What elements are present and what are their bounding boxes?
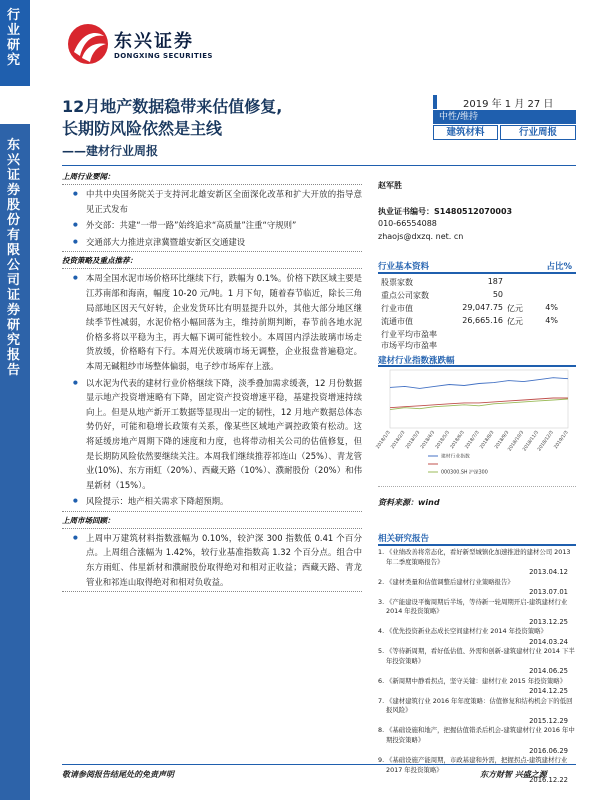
industry-row-label: 流通市值 [381, 317, 413, 326]
analyst-phone: 010-66554088 [378, 219, 437, 228]
related-report-title: 《业绩改善将常态化，看好新型城镇化加速推进的建材公司 2013 年二季度策略报告》 [386, 548, 571, 566]
related-report-item[interactable] [378, 598, 576, 617]
related-report-number: 7. [378, 696, 385, 705]
related-report-title: 《新周期中静看拐点，坚守关键：建材行业 2015 年投资策略》 [386, 676, 567, 685]
strip-bottom-text: 东兴证券股份有限公司证券研究报告 [7, 138, 21, 378]
market-bullet: ● 上周申万建筑材料指数涨幅为 0.10%，较沪深 300 指数低 0.41 个百分点。上周组合涨幅为 1.42%，较行业基准指数高 1.32 个百分点。组合中东方雨虹、伟星新材和濮耐股份取得绝对和相对正收益；西藏天路、青龙管业和祁连山取得绝对和相对负收益。 [62, 531, 362, 589]
related-report-date: 2013.12.25 [529, 617, 568, 626]
related-report-item[interactable] [378, 677, 576, 687]
logo-en: DONGXING SECURITIES [114, 52, 213, 60]
related-report-item[interactable] [378, 697, 576, 716]
x-tick-label: 2018/9/3 [494, 430, 511, 451]
x-tick-label: 2018/10/3 [507, 430, 526, 453]
x-tick-label: 2018/2/3 [390, 430, 407, 451]
industry-row-value: 26,665.16 [462, 316, 503, 325]
logo-cn: 东兴证券 [114, 31, 194, 52]
footer-slogan: 东方财智 兴盛之源 [480, 770, 547, 779]
title-block [62, 96, 402, 159]
strip-top [0, 0, 30, 86]
x-tick-label: 2018/5/3 [435, 430, 451, 451]
top-rule [62, 165, 576, 166]
industry-heading [378, 260, 576, 274]
news-bullet: ● 交通部大力推进京津冀暨雄安新区交通建设 [62, 235, 362, 250]
strip-top-text: 行业研究 [7, 8, 21, 68]
section-market [62, 528, 362, 592]
industry-row-value: 29,047.75 [462, 303, 503, 312]
industry-row [378, 316, 576, 328]
related-report-title: 《建材建筑行业 2016 年年度策略：估值修复和结构机会下的低回报风险》 [386, 696, 573, 715]
rating-badge: 中性/维持 [433, 110, 576, 124]
related-report-item[interactable] [378, 627, 576, 637]
industry-row-label: 重点公司家数 [381, 291, 429, 300]
related-report-date: 2014.12.25 [529, 687, 568, 696]
chart-title: 建材行业指数涨跌幅 [378, 354, 576, 367]
strategy-bullet: ● 风险提示：地产相关需求下降超预期。 [62, 494, 362, 509]
related-list [378, 548, 576, 786]
x-tick-label: 2018/11/3 [522, 430, 540, 453]
related-report-date: 2016.12.22 [529, 776, 568, 785]
industry-row-unit: 亿元 [507, 317, 523, 326]
section-heading-strategy: 投资策略及重点推荐： [62, 256, 137, 266]
index-chart [375, 366, 576, 484]
related-report-number: 3. [378, 597, 385, 606]
industry-row-label: 行业市值 [381, 304, 413, 313]
related-report-number: 6. [378, 676, 385, 685]
related-report-number: 1. [378, 548, 385, 556]
industry-heading-label: 行业基本资料 [378, 262, 430, 272]
x-tick-label: 2018/3/3 [405, 430, 422, 451]
related-report-item[interactable] [378, 726, 576, 745]
industry-row [378, 303, 576, 315]
strategy-bullet: ● 本周全国水泥市场价格环比继续下行，跌幅为 0.1%。价格下跌区域主要是江苏南部和海南，幅度 10-20 元/吨。1 月下旬，随着春节临近，除长三角局部地区因天气好转，企业发货环比有明显提升以外，其他大部分地区继续季节性减弱，水泥价格小幅回落为主，维持前期判断，春节前各地水泥价格多将以平稳为主，再大幅下调可能性较小。本周国内浮法玻璃市场走货放缓，价格略有下行。本周光伏玻璃市场无调整，企业报盘普遍稳定。本周无碱粗纱市场整体偏弱，电子纱市场库存上涨。 [62, 271, 362, 373]
analyst-email[interactable]: zhaojs@dxzq. net. cn [378, 232, 464, 241]
related-report-date: 2014.03.24 [529, 637, 568, 646]
main-column [62, 168, 362, 592]
industry-row [378, 277, 576, 289]
related-heading: 相关研究报告 [378, 532, 576, 546]
related-report-item[interactable] [378, 647, 576, 666]
x-tick-label: 2018/8/3 [479, 430, 496, 451]
report-subtitle: ——建材行业周报 [62, 144, 159, 158]
related-report-number: 8. [378, 726, 385, 735]
industry-row-label: 行业平均市盈率 [381, 330, 437, 339]
related-report-date: 2013.04.12 [529, 568, 568, 577]
section-heading-market: 上周市场回顾： [62, 515, 115, 525]
x-tick-label: 2018/7/3 [464, 430, 481, 451]
strip-bottom [0, 124, 30, 800]
section-news [62, 184, 362, 252]
related-report-number: 2. [378, 577, 385, 586]
legend-label-2: 000300.SH 沪深300 [441, 470, 488, 476]
x-tick-label: 2018/12/3 [537, 430, 555, 453]
industry-row [378, 290, 576, 302]
related-report-item[interactable] [378, 578, 576, 588]
related-report-title: 《建材类量和估值调整后建材行业策略报告》 [386, 577, 514, 586]
news-bullet: ● 外交部：共建“一带一路”始终追求“高质量”注重“守规则” [62, 218, 362, 233]
news-bullet: ● 中共中央国务院关于支持河北雄安新区全面深化改革和扩大开放的指导意见正式发布 [62, 187, 362, 216]
industry-row-pct: 4% [545, 303, 558, 312]
related-report-date: 2014.06.25 [529, 667, 568, 676]
related-report-title: 《等待新周期，看好低估值、外需和创新-建筑建材行业 2014 下半年投资策略》 [386, 647, 575, 665]
section-heading-news: 上周行业要闻： [62, 172, 115, 181]
chart-source: 资料来源：wind [378, 498, 440, 507]
related-report-title: 《基础设施产能周期，市政基建和外需，把握拐点-建筑建材行业 2017 年投资策略》 [386, 755, 568, 774]
related-report-number: 5. [378, 647, 385, 656]
industry-row-pct: 4% [545, 316, 558, 325]
related-report-title: 《优先投资新业态成长空间建材行业 2014 年投资策略》 [386, 627, 547, 636]
industry-row-label: 股票家数 [381, 278, 413, 287]
report-date: 2019 年 1 月 27 日 [433, 95, 576, 109]
section-strategy [62, 268, 362, 512]
related-report-item[interactable] [378, 548, 576, 567]
related-report-number: 4. [378, 627, 385, 636]
industry-row-value: 187 [487, 277, 503, 286]
related-report-date: 2013.07.01 [529, 588, 568, 597]
report-title-line1: 12月地产数据稳带来估值修复, [62, 97, 283, 116]
related-report-date: 2015.12.29 [529, 716, 568, 725]
related-report-number: 9. [378, 755, 385, 764]
logo [66, 20, 266, 70]
related-report-date: 2016.06.29 [529, 746, 568, 755]
x-tick-label: 2018/4/3 [420, 430, 437, 451]
category-left: 建筑材料 [433, 125, 498, 140]
x-tick-label: 2018/1/3 [375, 430, 392, 451]
legend-label-0: 建材行业指数 [441, 454, 470, 460]
series-line-0 [390, 378, 568, 389]
left-strip [0, 0, 30, 800]
category-right: 行业周报 [500, 125, 576, 140]
industry-row [378, 340, 576, 352]
related-report-title: 《产能建设平衡周期后半场，等待新一轮周期开启-建筑建材行业 2014 年投资策略》 [386, 597, 568, 616]
report-title-line2: 长期防风险依然是主线 [62, 119, 223, 138]
industry-row-label: 市场平均市盈率 [381, 341, 437, 350]
footer-disclaimer: 敬请参阅报告结尾处的免责声明 [62, 770, 174, 779]
series-line-2 [390, 399, 568, 410]
related-report-title: 《基础设施和地产，把握估值错杀后机会-建筑建材行业 2016 年中期投资策略》 [386, 726, 575, 744]
analyst-name: 赵军胜 [378, 181, 402, 190]
analyst-cert: 执业证书编号：S1480512070003 [378, 207, 513, 216]
x-tick-label: 2018/6/3 [449, 430, 466, 451]
logo-emblem-icon [66, 22, 110, 66]
industry-row-unit: 亿元 [507, 304, 523, 313]
x-tick-label: 2019/1/3 [553, 430, 570, 451]
industry-heading-pct: 占比% [546, 262, 572, 272]
strategy-bullet: ● 以水泥为代表的建材行业价格继续下降，淡季叠加需求缓袭，12 月份数据显示地产投资增速略有下降，固定资产投资增速平稳，基建投资增速持续向上。但是从地产新开工数据等显现出一定的韧性，12 月地产数据总体态势仍好，可能和稳增长政策有关系，像某些区域地产调控政策有松动。这将延缓房地产周期下降的速度和力度，也将带动相关公司的估值修复，但是长期防风险依然要继续关注。本周我们继续推荐祁连山（25%）、青龙管业(10%)、东方雨虹（20%）、西藏天路（10%）、濮耐股份（20%）和伟星新材（15%）。 [62, 376, 362, 493]
source-rule [378, 486, 576, 487]
bottom-rule [62, 764, 576, 765]
industry-row-value: 50 [492, 290, 503, 299]
